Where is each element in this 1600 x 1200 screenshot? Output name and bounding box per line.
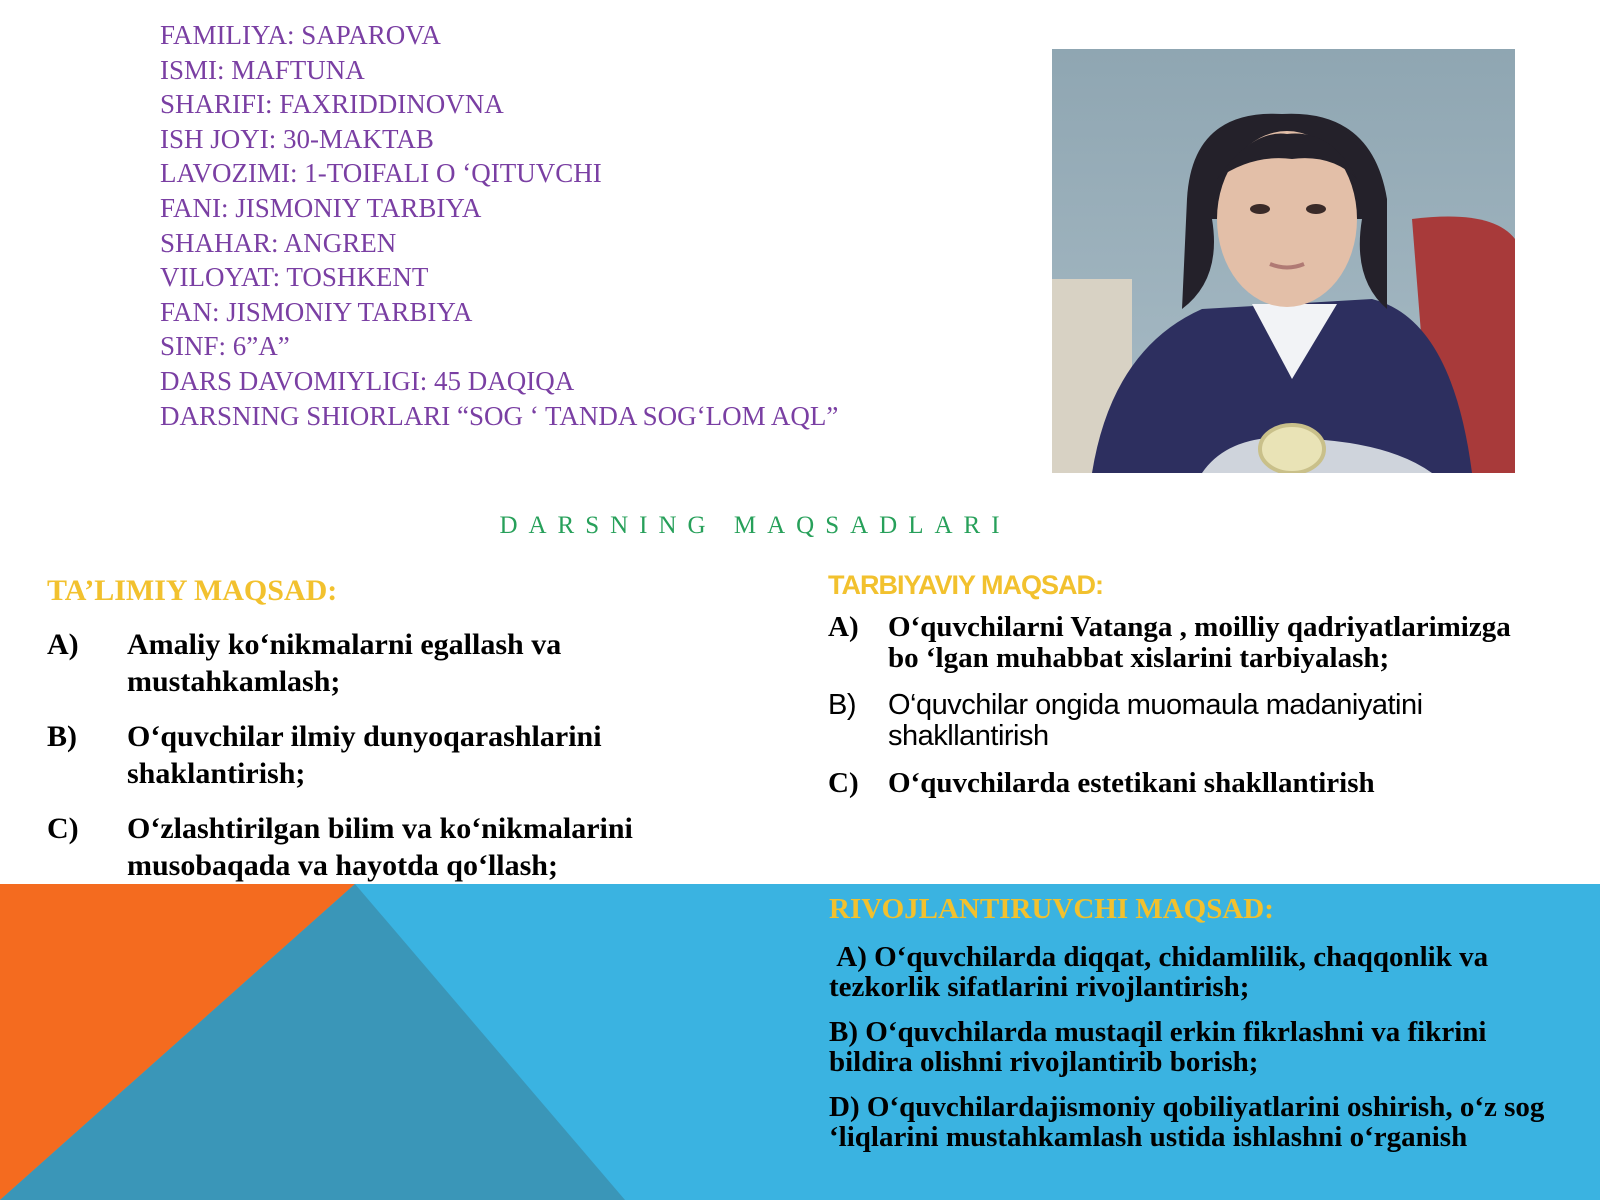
item-text: O‘quvchilar ilmiy dunyoqarashlarini shaklantirish; [127,720,602,790]
info-line-name: ISMI: MAFTUNA [160,54,365,85]
tarbiyaviy-list [828,612,1528,816]
info-line-motto: DARSNING SHIORLARI “SOG ‘ TANDA SOG‘LOM AQL” [160,400,839,431]
item-label: A) [47,628,79,661]
item-label: B) [828,689,856,721]
goals-title: DARSNING MAQSADLARI [499,512,1011,539]
info-line-course: FAN: JISMONIY TARBIYA [160,296,473,327]
tarbiyaviy-heading: TARBIYAVIY MAQSAD: [828,570,1104,600]
talimiy-list [47,626,707,902]
item-text: O‘zlashtirilgan bilim va ko‘nikmalarini musobaqada va hayotda qo‘llash; [127,812,633,882]
info-line-patronymic: SHARIFI: FAXRIDDINOVNA [160,89,504,120]
info-line-region: VILOYAT: TOSHKENT [160,262,429,293]
info-line-surname: FAMILIYA: SAPAROVA [160,20,441,50]
list-item: D) O‘quvchilardajismoniy qobiliyatlarini oshirish, o‘z sog ‘liqlarini mustahkamlash ustida ishlashni o‘rganish [829,1091,1545,1153]
info-line-position: LAVOZIMI: 1-TOIFALI O ‘QITUVCHI [160,158,602,189]
item-text: Amaliy ko‘nikmalarni egallash va mustahkamlash; [127,628,562,698]
info-line-workplace: ISH JOYI: 30-MAKTAB [160,123,434,154]
rivojlantiruvchi-list [829,942,1549,1167]
info-line-duration: DARS DAVOMIYLIGI: 45 DAQIQA [160,365,575,396]
item-label: B) [47,720,77,753]
list-item [47,718,707,792]
item-label: C) [828,767,859,799]
portrait-photo [1052,49,1515,473]
talimiy-heading: TA’LIMIY MAQSAD: [47,574,338,607]
info-line-subject: FANI: JISMONIY TARBIYA [160,192,482,223]
list-item [828,768,1528,799]
list-item [47,810,707,884]
list-item [828,612,1528,673]
list-item: A) O‘quvchilarda diqqat, chidamlilik, chaqqonlik va tezkorlik sifatlarini rivojlantirish; [829,941,1496,1003]
list-item [828,690,1528,751]
item-label: A) [828,611,859,643]
item-text: O‘quvchilarni Vatanga , moilliy qadriyatlarimizga bo ‘lgan muhabbat xislarini tarbiyalash; [888,611,1511,674]
item-text: O‘quvchilar ongida muomaula madaniyatini shakllantirish [888,689,1423,752]
item-label: C) [47,812,79,845]
rivojlantiruvchi-heading: RIVOJLANTIRUVCHI MAQSAD: [829,893,1274,925]
info-line-city: SHAHAR: ANGREN [160,227,397,258]
list-item [47,626,707,700]
teacher-info [160,18,840,433]
item-text: O‘quvchilarda estetikani shakllantirish [888,767,1375,799]
info-line-class: SINF: 6”A” [160,331,290,362]
list-item: B) O‘quvchilarda mustaqil erkin fikrlashni va fikrini bildira olishni rivojlantirib borish; [829,1016,1487,1078]
